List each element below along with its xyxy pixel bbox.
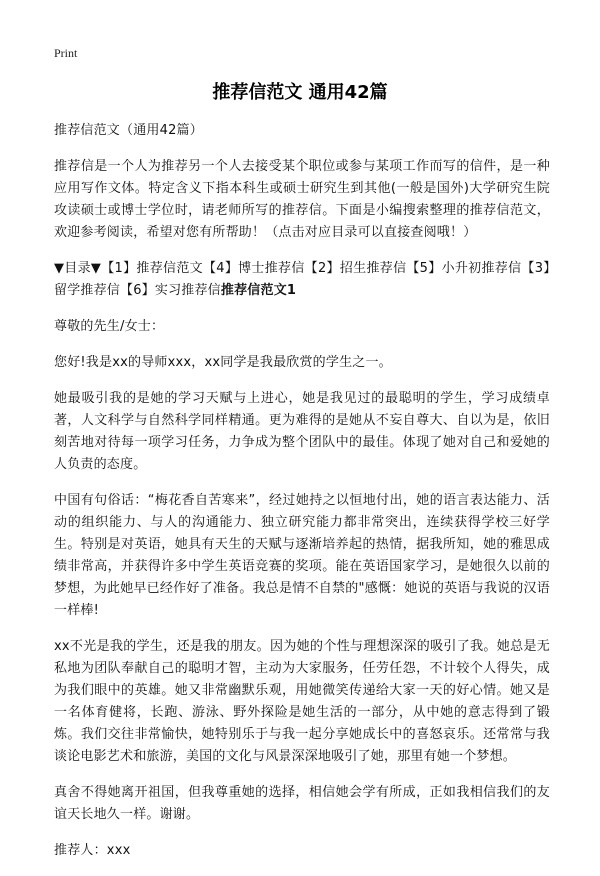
page-title: 推荐信范文 通用42篇 [212,82,388,103]
toc-prefix: ▼目录▼ [54,261,102,276]
intro-paragraph: 推荐信是一个人为推荐另一个人去接受某个职位或参与某项工作而写的信件，是一种应用写作文体。特定含义下指本科生或硕士研究生到其他(一般是国外)大学研究生院攻读硕士或博士学位时，请老师所写的推荐信。下面是小编搜索整理的推荐信范文，欢迎参考阅读，希望对您有所帮助！（点击对应目录可以直接查阅哦！） [54,159,550,240]
print-link[interactable]: Print [54,46,78,60]
section-heading: 推荐信范文1 [220,283,297,298]
toc-item-3[interactable]: 【3】留学推荐信 [54,261,550,298]
toc-item-1[interactable]: 【1】推荐信范文 [101,261,203,276]
toc-item-5[interactable]: 【5】小升初推荐信 [406,261,522,276]
document-body [54,120,550,876]
toc-item-2[interactable]: 【2】招生推荐信 [304,261,407,276]
document-subtitle: 推荐信范文（通用42篇） [54,123,203,138]
letter-closing: 推荐人：xxx [54,843,131,858]
letter-paragraph-3: 中国有句俗话：“梅花香自苦寒来”，经过她持之以恒地付出，她的语言表达能力、活动的组织能力、与人的沟通能力、独立研究能力都非常突出，连续获得学校三好学生。特别是对英语，她具有天生的天赋与逐渐培养起的热情，据我所知，她的雅思成绩非常高，并获得许多中学生英语竞赛的奖项。能在英语国家学习，是她很久以前的梦想，为此她早已经作好了准备。我总是情不自禁的"感慨：她说的英语与我说的汉语一样棒! [54,493,550,618]
letter-paragraph-2: 她最吸引我的是她的学习天赋与上进心，她是我见过的最聪明的学生，学习成绩卓著，人文科学与自然科学同样精通。更为难得的是她从不妄自尊大、自以为是，依旧刻苦地对待每一项学习任务，力争成为整个团队中的最佳。体现了她对自己和爱她的人负责的态度。 [54,391,550,472]
letter-paragraph-4: xx不光是我的学生，还是我的朋友。因为她的个性与理想深深的吸引了我。她总是无私地为团队奉献自己的聪明才智，主动为大家服务，任劳任怨，不计较个人得失，成为我们眼中的英雄。她又非常幽默乐观，用她微笑传递给大家一天的好心情。她又是一名体育健将，长跑、游泳、野外探险是她生活的一部分，从中她的意志得到了锻炼。我们交往非常愉快，她特别乐于与我一起分享她成长中的喜怒哀乐。还常常与我谈论电影艺术和旅游，美国的文化与风景深深地吸引了她，那里有她一个梦想。 [54,639,550,764]
letter-paragraph-1: 您好!我是xx的导师xxx，xx同学是我最欣赏的学生之一。 [54,355,392,370]
toc-item-6[interactable]: 【6】实习推荐信 [120,283,221,298]
table-of-contents [54,258,550,302]
toc-item-4[interactable]: 【4】博士推荐信 [202,261,305,276]
letter-salutation: 尊敬的先生/女士： [54,319,165,334]
letter-paragraph-5: 真舍不得她离开祖国，但我尊重她的选择，相信她会学有所成，正如我相信我们的友谊天长地久一样。谢谢。 [54,785,550,822]
